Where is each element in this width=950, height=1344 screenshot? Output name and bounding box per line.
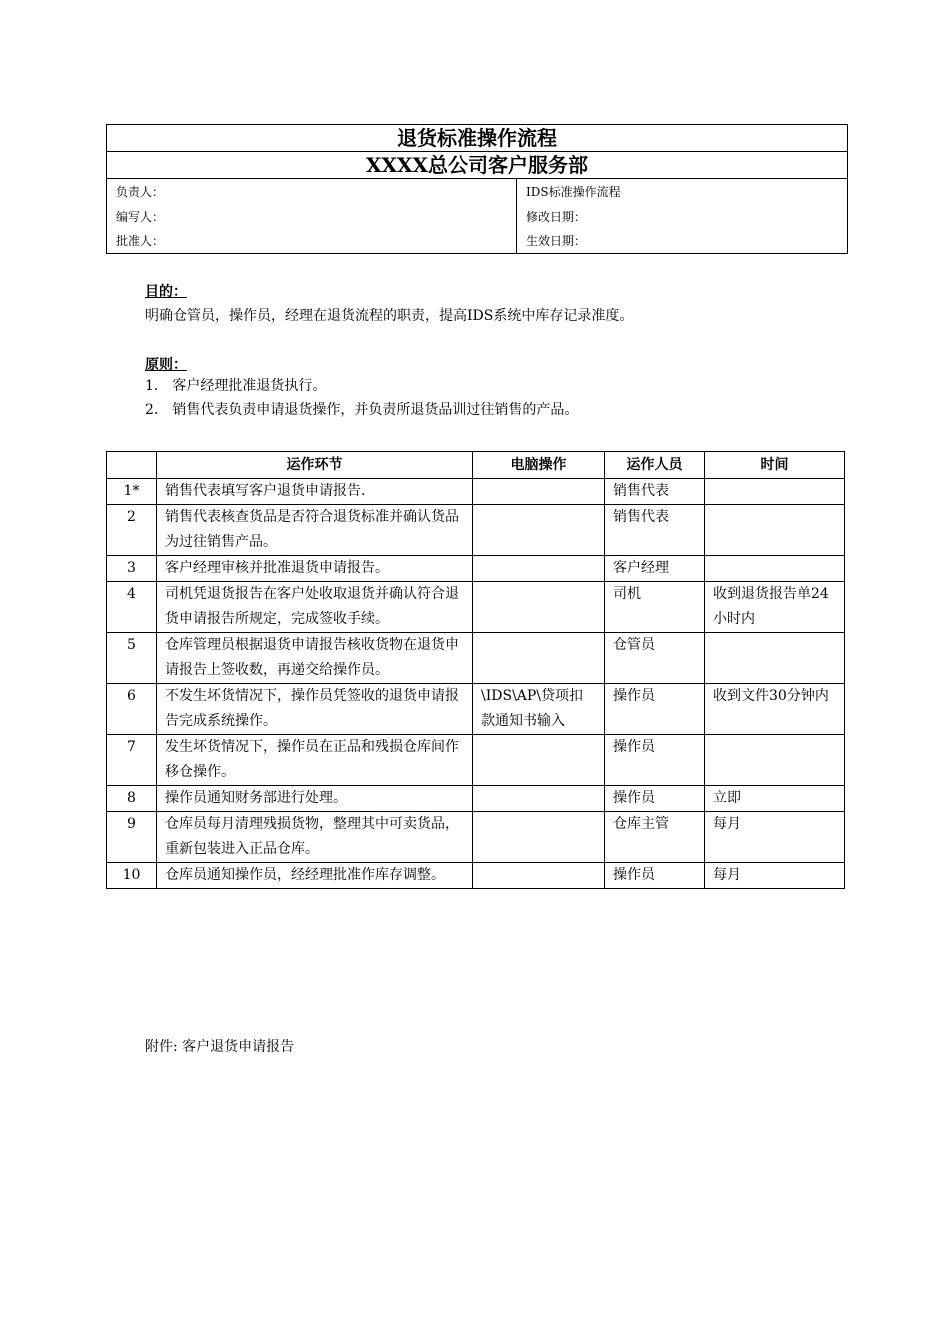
- row-number: 2: [107, 505, 157, 556]
- row-step: 仓库管理员根据退货申请报告核收货物在退货申请报告上签收数，再递交给操作员。: [157, 633, 473, 684]
- table-row: [107, 786, 845, 812]
- attachment-note: 附件: 客户退货申请报告: [145, 1039, 295, 1055]
- principle-item: 1． 客户经理批准退货执行。: [145, 378, 327, 394]
- row-pc-operation: [473, 812, 605, 863]
- row-person: 客户经理: [605, 556, 705, 582]
- row-number: 9: [107, 812, 157, 863]
- table-row: [107, 812, 845, 863]
- header-time: 时间: [705, 452, 845, 479]
- row-time: [705, 479, 845, 505]
- department-name: XXXX总公司客户服务部: [107, 152, 847, 179]
- row-step: 仓库员每月清理残损货物，整理其中可卖货品，重新包装进入正品仓库。: [157, 812, 473, 863]
- row-time: 每月: [705, 812, 845, 863]
- effective-date-label: 生效日期：: [526, 234, 587, 248]
- row-pc-operation: [473, 505, 605, 556]
- row-person: 仓管员: [605, 633, 705, 684]
- author-label: 编写人：: [116, 209, 165, 224]
- table-row: [107, 479, 845, 505]
- row-step: 仓库员通知操作员，经经理批准作库存调整。: [157, 863, 473, 889]
- purpose-heading: 目的：: [145, 284, 187, 300]
- row-time: 立即: [705, 786, 845, 812]
- header-step: 运作环节: [157, 452, 473, 479]
- row-person: 操作员: [605, 786, 705, 812]
- row-number: 1*: [107, 479, 157, 505]
- table-row: [107, 556, 845, 582]
- row-time: [705, 735, 845, 786]
- row-step: 操作员通知财务部进行处理。: [157, 786, 473, 812]
- header-meta-right: [517, 179, 847, 253]
- row-time: 收到文件30分钟内: [705, 684, 845, 735]
- row-step: 客户经理审核并批准退货申请报告。: [157, 556, 473, 582]
- row-step: 销售代表填写客户退货申请报告.: [157, 479, 473, 505]
- row-number: 5: [107, 633, 157, 684]
- responsible-person-label: 负责人：: [116, 185, 165, 199]
- process-table: [106, 451, 845, 889]
- principles-heading: 原则：: [145, 357, 187, 373]
- row-pc-operation: [473, 786, 605, 812]
- row-pc-operation: [473, 582, 605, 633]
- row-step: 司机凭退货报告在客户处收取退货并确认符合退货申请报告所规定，完成签收手续。: [157, 582, 473, 633]
- row-pc-operation: [473, 863, 605, 889]
- header-pc-operation: 电脑操作: [473, 452, 605, 479]
- modified-date-label: 修改日期：: [526, 209, 587, 224]
- row-pc-operation: [473, 633, 605, 684]
- row-pc-operation: [473, 556, 605, 582]
- purpose-text: 明确仓管员，操作员，经理在退货流程的职责，提高IDS系统中库存记录准度。: [145, 308, 634, 324]
- purpose-section: [145, 281, 633, 325]
- sop-name: IDS标准操作流程: [526, 185, 621, 199]
- table-row: [107, 735, 845, 786]
- row-time: [705, 505, 845, 556]
- row-pc-operation: \IDS\AP\贷项扣款通知书输入: [473, 684, 605, 735]
- row-pc-operation: [473, 479, 605, 505]
- table-row: [107, 863, 845, 889]
- row-time: 每月: [705, 863, 845, 889]
- row-pc-operation: [473, 735, 605, 786]
- row-number: 6: [107, 684, 157, 735]
- document-header: [106, 124, 848, 254]
- table-row: [107, 633, 845, 684]
- row-number: 8: [107, 786, 157, 812]
- table-row: [107, 684, 845, 735]
- header-person: 运作人员: [605, 452, 705, 479]
- row-person: 司机: [605, 582, 705, 633]
- row-number: 10: [107, 863, 157, 889]
- row-person: 操作员: [605, 863, 705, 889]
- row-person: 仓库主管: [605, 812, 705, 863]
- row-step: 发生坏货情况下，操作员在正品和残损仓库间作移仓操作。: [157, 735, 473, 786]
- header-meta-left: [107, 179, 517, 253]
- row-person: 销售代表: [605, 479, 705, 505]
- table-header-row: [107, 452, 845, 479]
- row-person: 销售代表: [605, 505, 705, 556]
- row-person: 操作员: [605, 684, 705, 735]
- document-title: 退货标准操作流程: [107, 125, 847, 152]
- header-num: [107, 452, 157, 479]
- table-row: [107, 582, 845, 633]
- row-time: [705, 556, 845, 582]
- principles-section: [145, 354, 578, 422]
- row-time: [705, 633, 845, 684]
- row-step: 销售代表核查货品是否符合退货标准并确认货品为过往销售产品。: [157, 505, 473, 556]
- table-row: [107, 505, 845, 556]
- row-number: 7: [107, 735, 157, 786]
- row-person: 操作员: [605, 735, 705, 786]
- principle-item: 2． 销售代表负责申请退货操作，并负责所退货品训过往销售的产品。: [145, 402, 579, 418]
- row-number: 3: [107, 556, 157, 582]
- row-step: 不发生坏货情况下，操作员凭签收的退货申请报告完成系统操作。: [157, 684, 473, 735]
- approver-label: 批准人：: [116, 234, 165, 248]
- row-time: 收到退货报告单24小时内: [705, 582, 845, 633]
- row-number: 4: [107, 582, 157, 633]
- header-meta: [107, 179, 847, 253]
